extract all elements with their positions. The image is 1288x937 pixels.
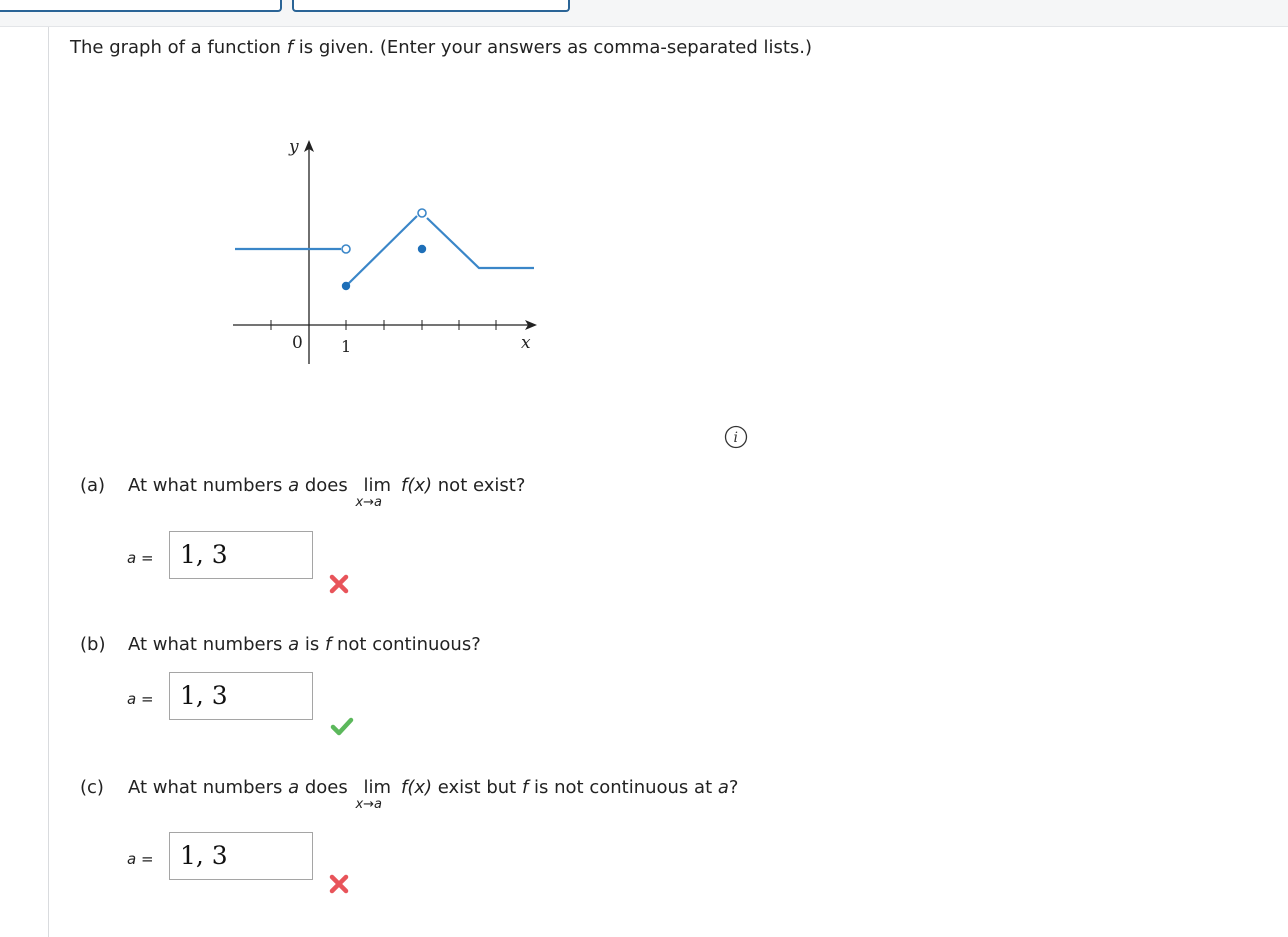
- question-c-label: (c): [80, 777, 104, 798]
- top-tab-1[interactable]: [0, 0, 282, 12]
- one-label: 1: [341, 337, 352, 356]
- check-mark-icon: [330, 715, 354, 737]
- limit-notation: lim x→a: [355, 777, 391, 812]
- closed-point-x3: [418, 245, 426, 253]
- top-tab-2[interactable]: [292, 0, 570, 12]
- question-c: (c) At what numbers a does lim x→a f(x) exist but f is not continuous at a?: [80, 777, 739, 812]
- x-mark-icon: [328, 573, 350, 595]
- closed-point-x1: [342, 282, 350, 290]
- info-icon[interactable]: [724, 425, 748, 449]
- answer-a-label: a =: [127, 549, 154, 567]
- y-label: y: [289, 137, 299, 157]
- x-mark-icon: [328, 873, 350, 895]
- question-b-label: (b): [80, 634, 106, 655]
- open-point-x1: [342, 245, 350, 253]
- answer-b-label: a =: [127, 690, 154, 708]
- content-divider: [48, 27, 49, 937]
- question-a: (a) At what numbers a does lim x→a f(x) not exist?: [80, 475, 526, 510]
- top-bar: [0, 0, 1288, 27]
- x-label: x: [521, 333, 531, 353]
- answer-c-label: a =: [127, 850, 154, 868]
- graph-rising-segment: [346, 216, 417, 286]
- question-a-label: (a): [80, 475, 106, 496]
- answer-a-input[interactable]: 1, 3: [169, 531, 313, 579]
- open-point-x3: [418, 209, 426, 217]
- graph-falling-segment: [427, 218, 534, 268]
- answer-b-input[interactable]: 1, 3: [169, 672, 313, 720]
- question-b: (b) At what numbers a is f not continuous?: [80, 634, 481, 655]
- origin-label: 0: [292, 333, 303, 353]
- function-graph: [225, 128, 545, 368]
- svg-text:i: i: [733, 430, 738, 446]
- answer-c-input[interactable]: 1, 3: [169, 832, 313, 880]
- question-intro: The graph of a function f is given. (Enter your answers as comma-separated lists.): [70, 37, 813, 58]
- limit-notation: lim x→a: [355, 475, 391, 510]
